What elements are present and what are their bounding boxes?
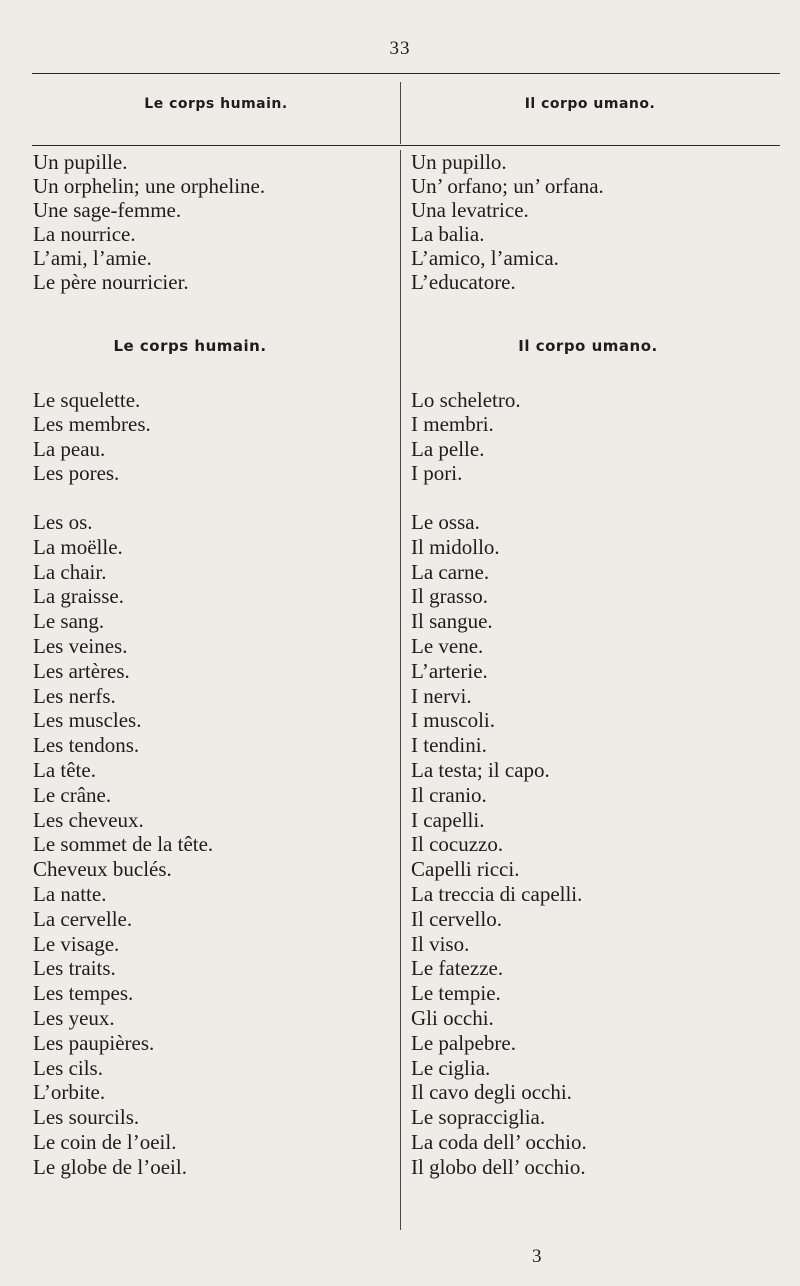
french-term: Le père nourricier.	[33, 270, 189, 294]
italian-term: I membri.	[411, 412, 494, 437]
french-term: Les traits.	[33, 956, 116, 981]
italian-term: La coda dell’ occhio.	[411, 1130, 587, 1154]
french-term: Les cils.	[33, 1055, 103, 1080]
italian-term: Le ossa.	[411, 510, 480, 534]
italian-term: Il midollo.	[411, 534, 500, 559]
italian-term: Un’ orfano; un’ orfana.	[411, 174, 604, 198]
french-term: Le crâne.	[33, 782, 112, 807]
french-term: La cervelle.	[33, 906, 133, 931]
italian-term: Il cervello.	[411, 906, 502, 931]
italian-term: La treccia di capelli.	[411, 882, 583, 906]
french-term: Les pores.	[33, 460, 120, 485]
french-term: La chair.	[33, 559, 107, 584]
french-term: Les artères.	[33, 658, 130, 683]
column-divider	[400, 150, 401, 1230]
header-column-divider	[400, 82, 401, 144]
italian-term: Gli occhi.	[411, 1006, 494, 1030]
french-term: Le globe de l’oeil.	[33, 1154, 187, 1179]
italian-term: I pori.	[411, 460, 463, 485]
french-term: Les tempes.	[33, 981, 134, 1006]
italian-term: Il viso.	[411, 931, 470, 956]
french-term: Les paupières.	[33, 1030, 155, 1055]
french-term: Les cheveux.	[33, 807, 144, 832]
italian-term: Le vene.	[411, 634, 484, 658]
signature-mark: 3	[532, 1246, 542, 1267]
italian-term: Il sangue.	[411, 609, 493, 634]
french-term: Les veines.	[33, 634, 128, 658]
italian-term: Le ciglia.	[411, 1055, 491, 1080]
french-term: Les tendons.	[33, 733, 140, 758]
italian-term: Il cocuzzo.	[411, 832, 504, 857]
french-term: Le squelette.	[33, 388, 141, 412]
french-term: Le coin de l’oeil.	[33, 1130, 177, 1154]
italian-term: La pelle.	[411, 436, 485, 461]
section-heading-right: Il corpo umano.	[518, 337, 658, 355]
french-term: Les os.	[33, 510, 93, 534]
french-term: La natte.	[33, 882, 107, 906]
french-term: Les nerfs.	[33, 683, 116, 708]
french-term: Le sommet de la tête.	[33, 832, 214, 857]
italian-term: L’arterie.	[411, 658, 488, 683]
french-term: La moëlle.	[33, 534, 123, 559]
italian-term: Una levatrice.	[411, 198, 529, 222]
header-bottom-rule	[32, 145, 780, 146]
french-term: Les muscles.	[33, 708, 142, 733]
french-term: Cheveux buclés.	[33, 857, 172, 882]
french-term: Les membres.	[33, 412, 151, 437]
italian-term: I nervi.	[411, 683, 472, 708]
italian-term: Le tempie.	[411, 981, 501, 1006]
french-term: L’ami, l’amie.	[33, 246, 152, 270]
italian-term: Le palpebre.	[411, 1030, 516, 1055]
italian-term: Il cavo degli occhi.	[411, 1080, 572, 1105]
italian-term: I tendini.	[411, 733, 487, 758]
italian-term: Il cranio.	[411, 782, 487, 807]
italian-term: La carne.	[411, 559, 490, 584]
french-term: Le visage.	[33, 931, 120, 956]
french-term: Les sourcils.	[33, 1105, 140, 1130]
italian-term: Un pupillo.	[411, 150, 507, 174]
header-right-title: Il corpo umano.	[524, 96, 656, 112]
italian-term: La balia.	[411, 222, 485, 246]
italian-term: Il grasso.	[411, 584, 488, 609]
header-top-rule	[32, 73, 780, 74]
french-term: Les yeux.	[33, 1006, 115, 1030]
italian-term: La testa; il capo.	[411, 758, 550, 782]
french-term: Un pupille.	[33, 150, 128, 174]
french-term: La graisse.	[33, 584, 124, 609]
french-term: Un orphelin; une orpheline.	[33, 174, 266, 198]
italian-term: I capelli.	[411, 807, 485, 832]
italian-term: Lo scheletro.	[411, 388, 521, 412]
italian-term: L’educatore.	[411, 270, 516, 294]
french-term: Le sang.	[33, 609, 105, 634]
french-term: La peau.	[33, 436, 106, 461]
italian-term: Le sopracciglia.	[411, 1105, 546, 1130]
italian-term: L’amico, l’amica.	[411, 246, 559, 270]
french-term: La nourrice.	[33, 222, 136, 246]
header-left-title: Le corps humain.	[144, 96, 288, 112]
french-term: Une sage-femme.	[33, 198, 182, 222]
italian-term: I muscoli.	[411, 708, 495, 733]
french-term: L’orbite.	[33, 1080, 106, 1105]
section-heading-left: Le corps humain.	[113, 337, 267, 355]
italian-term: Le fatezze.	[411, 956, 504, 981]
french-term: La tête.	[33, 758, 96, 782]
italian-term: Capelli ricci.	[411, 857, 520, 882]
page-number: 33	[389, 38, 411, 59]
italian-term: Il globo dell’ occhio.	[411, 1154, 586, 1179]
